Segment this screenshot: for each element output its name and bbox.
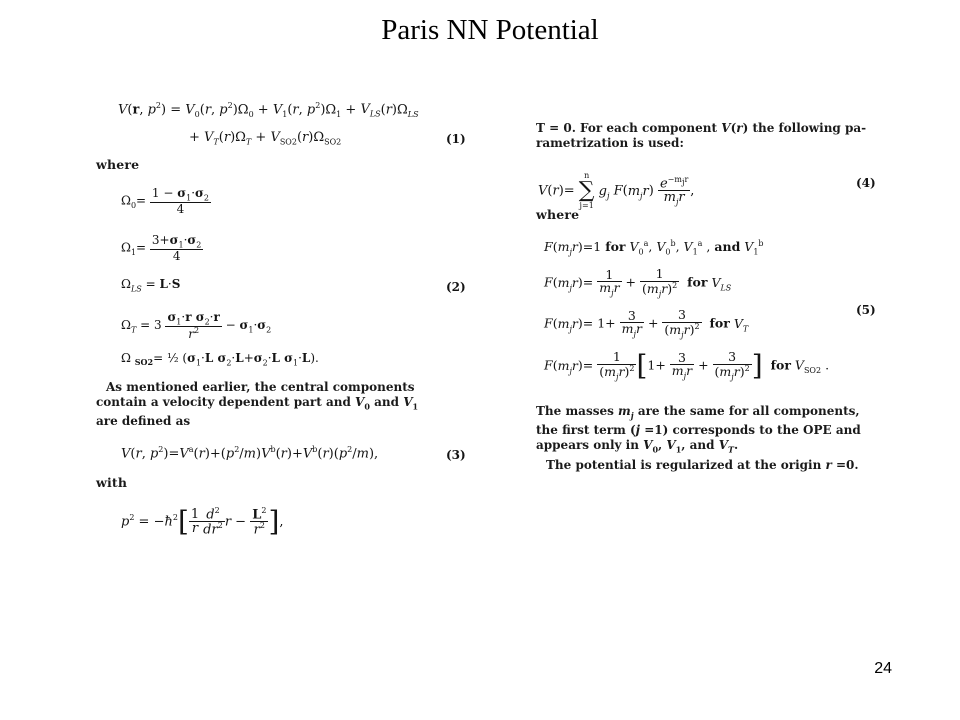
equation-omega-t: $\Omega_T = 3$ $\frac{\sigma_1\cdot r \sigma_2\cdot r}{r^2}$ − $\sigma_1\cdot\sigma_2$: [121, 310, 272, 342]
for-word-1: for: [605, 239, 626, 255]
equation-1-line-2: + $V_T(r)\Omega_T + V_{SO2}(r)\Omega_{SO2}$: [189, 130, 342, 147]
masses-line-3-and: and: [689, 438, 715, 453]
equation-number-5: (5): [856, 303, 876, 317]
slide-title: Paris NN Potential: [381, 14, 599, 46]
masses-line-4-a: The potential is regularized at the origin: [546, 457, 822, 472]
equation-number-3: (3): [446, 448, 466, 462]
equation-number-1: (1): [446, 132, 466, 146]
equation-omega-ls: $\Omega_{LS} = L\cdot S$: [121, 277, 181, 294]
label-where-left: where: [96, 157, 140, 172]
equation-p-squared: $p^2$ = $-ħ^2$[ $\frac{1}{r}$ $\frac{d^2}{dr^2}$ r − $\frac{L^2}{r^2}$ ],: [121, 504, 284, 538]
paragraph-line-2-and: and: [374, 395, 399, 409]
masses-line-2-a: the first term: [536, 423, 626, 438]
masses-line-3: appears only in $V_0$, $V_1$, and $V_T$.: [536, 438, 739, 455]
masses-line-3-a: appears only in: [536, 438, 639, 453]
intro-line-2: rametrization is used:: [536, 136, 684, 150]
equation-number-2: (2): [446, 280, 466, 294]
equation-3: V(r, $p^2)=V^a(r)+(p^2/m)V^b(r)+V^b(r)(p^2/m)$,: [121, 445, 379, 462]
equation-number-4: (4): [856, 176, 876, 190]
masses-line-2: the first term (j =1) corresponds to the OPE and: [536, 423, 861, 438]
equation-1-line-1: V(r, $p^2) = V_0(r$, $p^2)\Omega_0 + V_1(r$, $p^2)\Omega_1 + V_{LS}(r)\Omega_{LS}$: [118, 101, 419, 119]
paragraph-line-2-text: contain a velocity dependent part and: [96, 395, 351, 409]
label-where-right: where: [536, 207, 580, 222]
equation-f-so2: $F(m_jr)=$ $\frac{1}{(m_jr)^2}$ [1+ $\frac{3}{m_jr}$ + $\frac{3}{(m_jr)^2}$ ] for $V_{SO2}$ .: [544, 349, 830, 383]
masses-line-1: The masses $m_j$ are the same for all components,: [536, 404, 860, 421]
masses-line-4: The potential is regularized at the origin r =0.: [546, 457, 859, 472]
equation-omega-so2: Ω $_{SO2}$= ½ ($\sigma_1\cdot L$ $\sigma_2\cdot L+\sigma_2\cdot L$ $\sigma_1\cdot L$).: [121, 351, 319, 368]
for-word-4: for: [770, 357, 791, 373]
paragraph-masses: [536, 404, 881, 473]
intro-lines: [536, 121, 896, 151]
equation-4: V(r)= n ∑ j=1 $g_j$ $F(m_jr)$ $\frac{e^{-m_jr}}{m_jr}$ ,: [538, 171, 695, 210]
equation-omega-0: $\Omega_0=$ $\frac{1 - \sigma_1\cdot\sigma_2}{4}$: [121, 186, 209, 217]
and-word: and: [714, 239, 741, 255]
paragraph-central-components: [96, 380, 466, 429]
masses-line-1-b: are the same for all components,: [637, 404, 860, 418]
label-with: with: [96, 475, 128, 490]
slide-number: 24: [874, 660, 892, 677]
masses-line-2-b: corresponds to the OPE and: [672, 423, 861, 438]
masses-line-1-a: The masses: [536, 404, 614, 418]
intro-line-1: T = 0. For each component V(r) the following pa-: [536, 121, 867, 135]
intro-line-1-b: the following pa-: [752, 121, 867, 135]
for-word-3: for: [709, 315, 730, 331]
equation-f-tensor: $F(m_jr)= 1+$ $\frac{3}{m_jr}$ + $\frac{3}{(m_jr)^2}$ for $V_T$: [544, 307, 749, 340]
paragraph-line-3: are defined as: [96, 414, 191, 429]
paragraph-line-1: As mentioned earlier, the central components: [106, 380, 415, 394]
intro-line-1-a: T = 0. For each component: [536, 121, 718, 135]
equation-f-ls: $F(m_jr)=$ $\frac{1}{m_jr}$ + $\frac{1}{(m_jr)^2}$ for $V_{LS}$: [544, 266, 732, 299]
equation-f-central: $F(m_jr)=1$ for $V_0^a$, $V_0^b$, $V_1^a$ , and $V_1^b$: [544, 239, 764, 257]
for-word-2: for: [687, 274, 708, 290]
equation-omega-1: $\Omega_1=$ $\frac{3+\sigma_1\cdot\sigma_2}{4}$: [121, 233, 202, 264]
paragraph-line-2: contain a velocity dependent part and $V_0$ and $V_1$: [96, 395, 419, 412]
